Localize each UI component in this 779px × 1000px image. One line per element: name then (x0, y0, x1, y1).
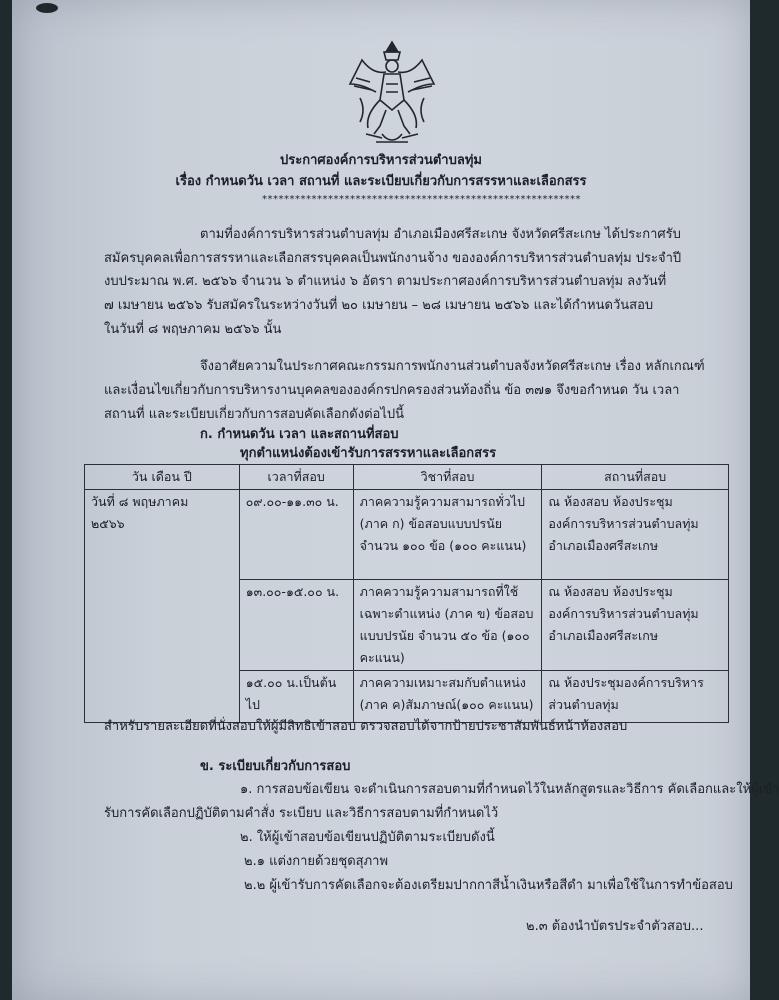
place-cell (542, 580, 729, 671)
document-page (12, 0, 779, 1000)
basis-line-1: จึงอาศัยความในประกาศคณะกรรมการพนักงานส่วนตำบลจังหวัดศรีสะเกษ เรื่อง หลักเกณฑ์ (200, 359, 705, 374)
continuation-text: ๒.๓ ต้องนำบัตรประจำตัวสอบ... (526, 919, 704, 934)
subject-line: แบบปรนัย จำนวน ๕๐ ข้อ (๑๐๐ (359, 628, 530, 643)
separator-stars: ********************************************************** (262, 194, 581, 205)
intro-line-5: ในวันที่ ๘ พฤษภาคม ๒๕๖๖ นั้น (104, 322, 282, 337)
item-2-2: ๒.๒ ผู้เข้ารับการคัดเลือกจะต้องเตรียมปากกาสีน้ำเงินหรือสีดำ มาเพื่อใช้ในการทำข้อสอบ (244, 878, 733, 893)
subject-line: จำนวน ๑๐๐ ข้อ (๑๐๐ คะแนน) (359, 538, 527, 553)
section-b-heading: ข. ระเบียบเกี่ยวกับการสอบ (200, 759, 351, 774)
basis-line-2: และเงื่อนไขเกี่ยวกับการบริหารงานบุคคลขององค์กรปกครองส่วนท้องถิ่น ข้อ ๓๗๑ จึงขอกำหนด วัน เวลา (104, 383, 680, 398)
org-title: ประกาศองค์การบริหารส่วนตำบลทุ่ม (280, 153, 482, 168)
subject-line: คะแนน) (359, 650, 405, 665)
subject-line: (ภาค ค)สัมภาษณ์(๑๐๐ คะแนน) (359, 697, 534, 712)
section-a-heading: ก. กำหนดวัน เวลา และสถานที่สอบ (200, 427, 399, 442)
place-line: ณ ห้องประชุมองค์การบริหาร (548, 675, 704, 690)
basis-line-3: สถานที่ และระเบียบเกี่ยวกับการสอบคัดเลือกดังต่อไปนี้ (104, 407, 404, 422)
subject-cell (353, 671, 542, 723)
section-a-subheading: ทุกตำแหน่งต้องเข้ารับการสรรหาและเลือกสรร (240, 446, 497, 461)
seat-note: สำหรับรายละเอียดที่นั่งสอบให้ผู้มีสิทธิเข้าสอบ ตรวจสอบได้จากป้ายประชาสัมพันธ์หน้าห้องสอบ (104, 719, 628, 734)
subject-line: ภาคความรู้ความสามารถที่ใช้ (359, 584, 519, 599)
table-header-row (85, 465, 729, 490)
punch-hole (36, 3, 58, 13)
item-1-line-2: รับการคัดเลือกปฏิบัติตามคำสั่ง ระเบียบ และวิธีการสอบตามที่กำหนดไว้ (104, 806, 499, 821)
item-1-line-1: ๑. การสอบข้อเขียน จะดำเนินการสอบตามที่กำหนดไว้ในหลักสูตรและวิธีการ คัดเลือกและให้ผู้เข้า (240, 782, 779, 797)
time-cell: ๑๓.๐๐-๑๕.๐๐ น. (239, 580, 353, 671)
date-line: ๒๕๖๖ (91, 516, 125, 531)
subject-line: เฉพาะตำแหน่ง (ภาค ข) ข้อสอบ (359, 606, 534, 621)
place-line: องค์การบริหารส่วนตำบลทุ่ม (548, 606, 699, 621)
header-subject: วิชาที่สอบ (353, 465, 542, 490)
date-cell (85, 490, 240, 723)
subject-cell (353, 580, 542, 671)
time-cell: ๑๕.๐๐ น.เป็นต้นไป (239, 671, 353, 723)
subject-line: (ภาค ก) ข้อสอบแบบปรนัย (359, 516, 503, 531)
place-line: ณ ห้องสอบ ห้องประชุม (548, 494, 673, 509)
subject-cell (353, 490, 542, 580)
place-line: ณ ห้องสอบ ห้องประชุม (548, 584, 673, 599)
date-line: วันที่ ๘ พฤษภาคม (91, 494, 189, 509)
header-place: สถานที่สอบ (542, 465, 729, 490)
item-2: ๒. ให้ผู้เข้าสอบข้อเขียนปฏิบัติตามระเบียบดังนี้ (240, 830, 495, 845)
table-row (85, 490, 729, 580)
header-date: วัน เดือน ปี (85, 465, 240, 490)
place-line: อำเภอเมืองศรีสะเกษ (548, 538, 659, 553)
place-line: อำเภอเมืองศรีสะเกษ (548, 628, 659, 643)
intro-line-4: ๗ เมษายน ๒๕๖๖ รับสมัครในระหว่างวันที่ ๒๐ เมษายน – ๒๘ เมษายน ๒๕๖๖ และได้กำหนดวันสอบ (104, 298, 654, 313)
header-time: เวลาที่สอบ (239, 465, 353, 490)
intro-line-1: ตามที่องค์การบริหารส่วนตำบลทุ่ม อำเภอเมืองศรีสะเกษ จังหวัดศรีสะเกษ ได้ประกาศรับ (200, 227, 681, 242)
intro-line-2: สมัครบุคคลเพื่อการสรรหาและเลือกสรรบุคคลเป็นพนักงานจ้าง ขององค์การบริหารส่วนตำบลทุ่ม ประจำปี (104, 251, 682, 266)
intro-line-3: งบประมาณ พ.ศ. ๒๕๖๖ จำนวน ๖ ตำแหน่ง ๖ อัตรา ตามประกาศองค์การบริหารส่วนตำบลทุ่ม ลงวันที่ (104, 274, 667, 289)
subject-line: ภาคความเหมาะสมกับตำแหน่ง (359, 675, 526, 690)
item-2-1: ๒.๑ แต่งกายด้วยชุดสุภาพ (244, 854, 389, 869)
garuda-emblem (346, 38, 438, 150)
subject-line: ภาคความรู้ความสามารถทั่วไป (359, 494, 525, 509)
place-line: องค์การบริหารส่วนตำบลทุ่ม (548, 516, 699, 531)
place-line: ส่วนตำบลทุ่ม (548, 697, 619, 712)
place-cell (542, 490, 729, 580)
subject-title: เรื่อง กำหนดวัน เวลา สถานที่ และระเบียบเกี่ยวกับการสรรหาและเลือกสรร (175, 174, 587, 189)
time-cell: ๐๙.๐๐-๑๑.๓๐ น. (239, 490, 353, 580)
exam-schedule-table (84, 464, 729, 723)
place-cell (542, 671, 729, 723)
